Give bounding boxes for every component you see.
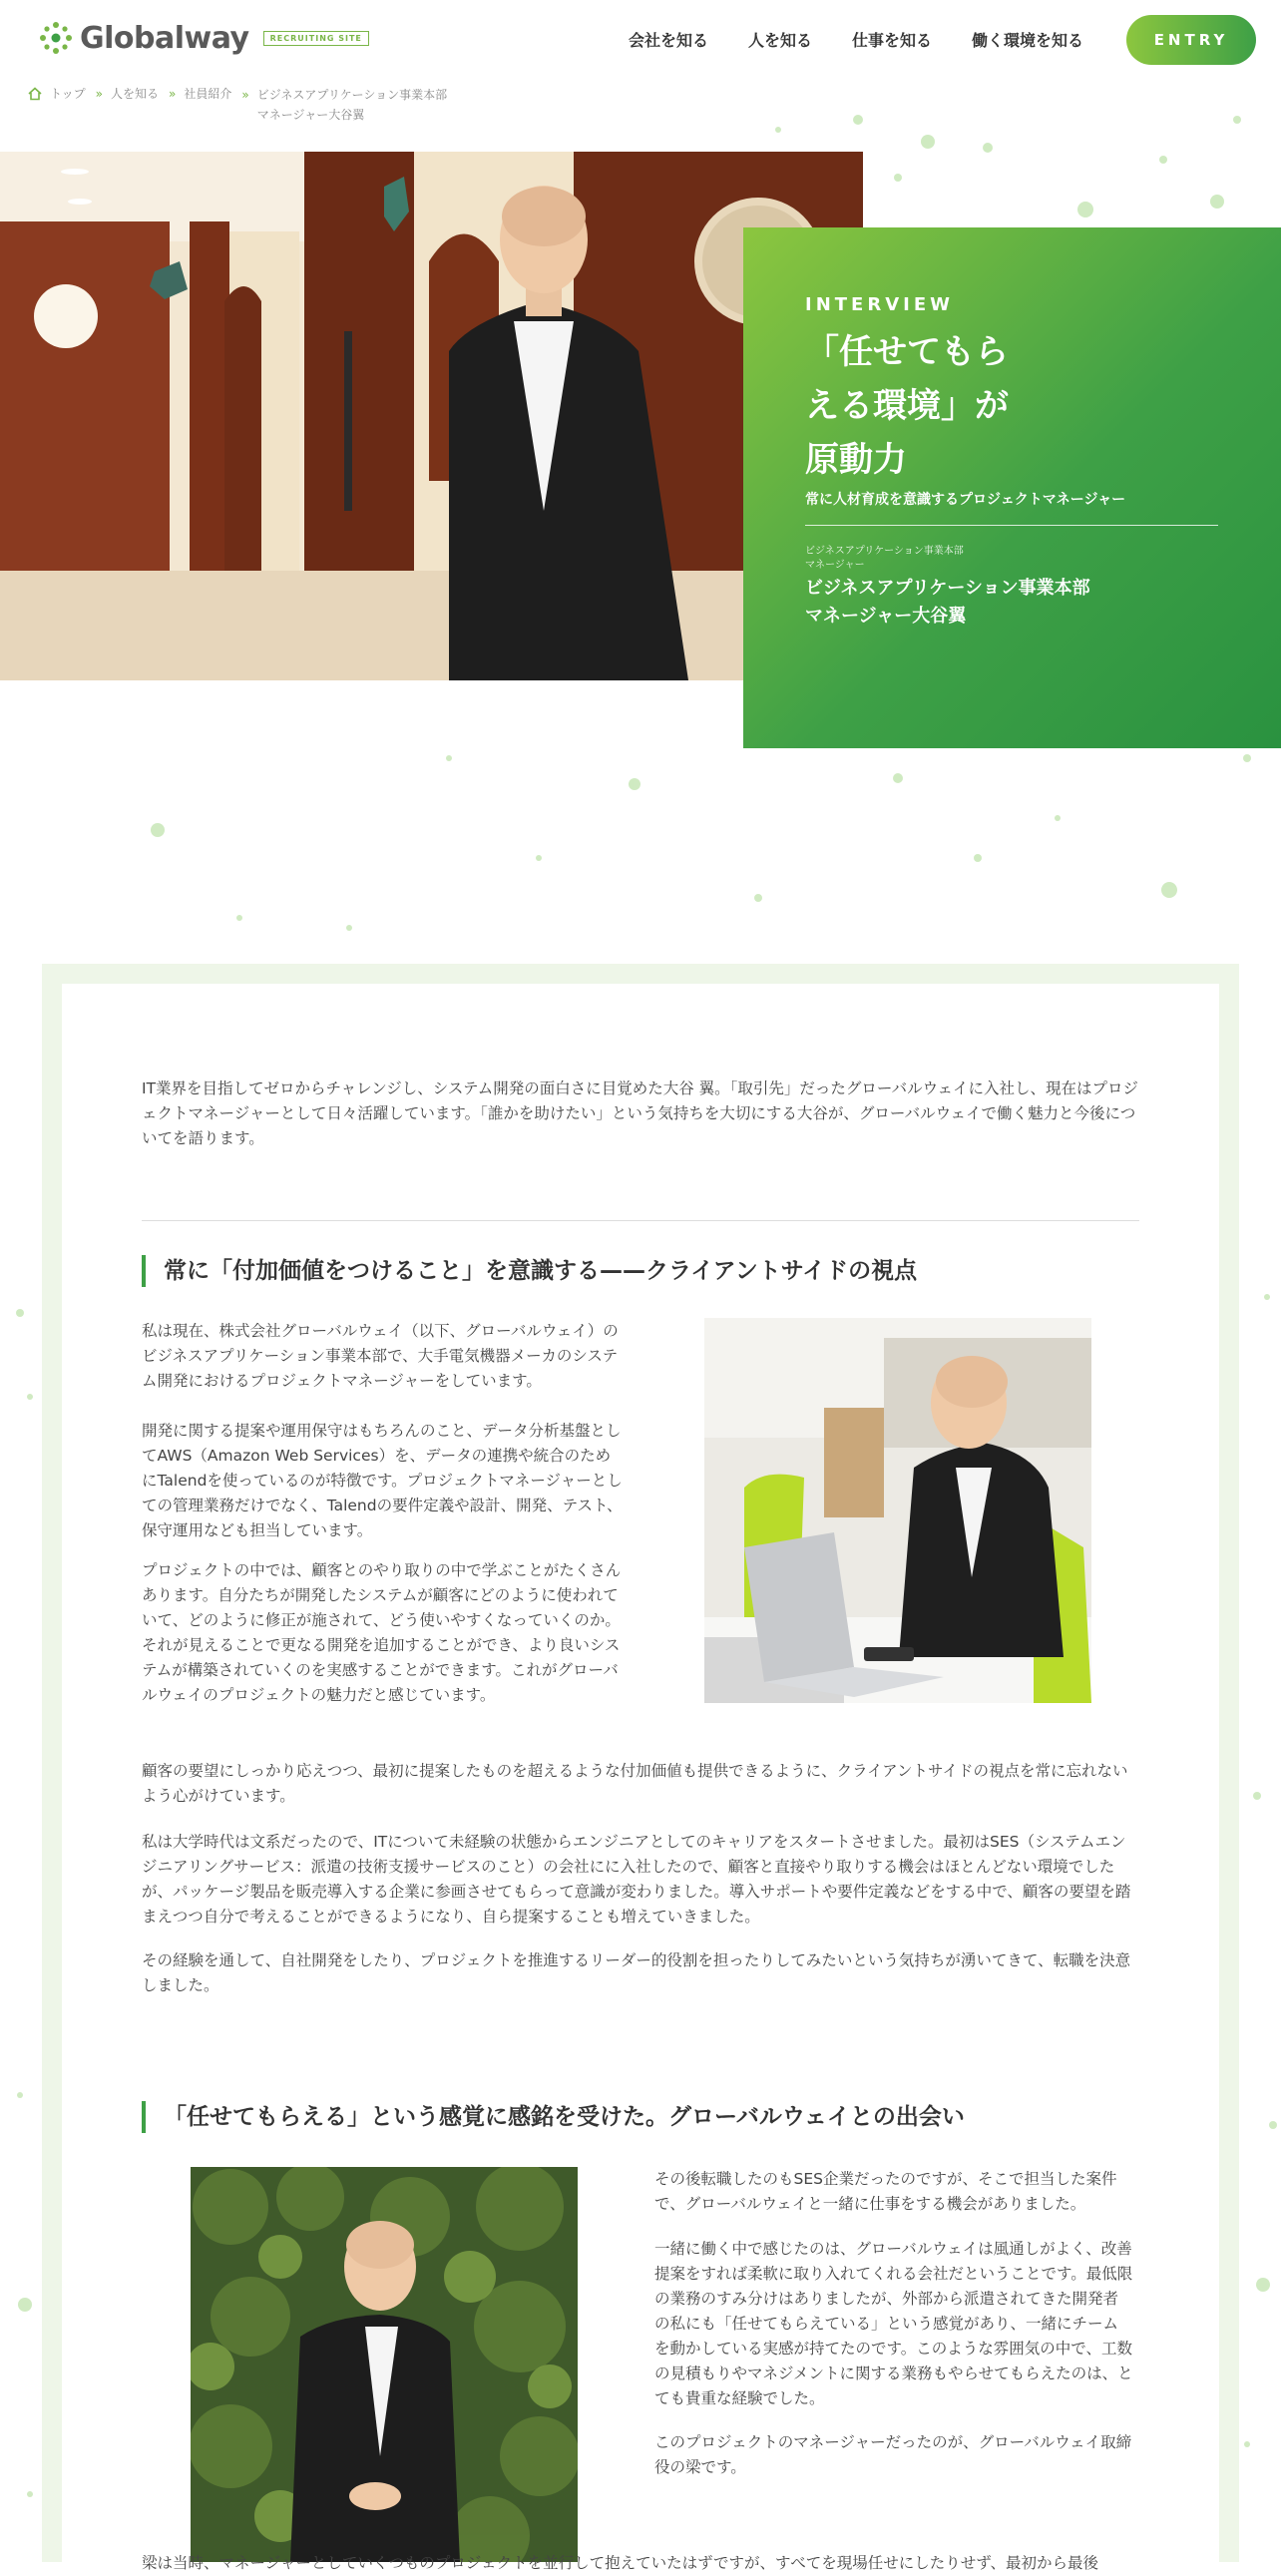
breadcrumb [28, 85, 457, 125]
site-header [0, 0, 1281, 80]
home-icon [28, 87, 42, 101]
section2-paragraph: 梁は当時、マネージャーとしていくつものプロジェクトを並行して抱えていたはずですが、すべてを現場任せにしたりせず、最初から最後 [142, 2554, 1098, 2572]
green-wall-portrait-photo [191, 2167, 578, 2562]
section2-heading: 「任せてもらえる」という感覚に感銘を受けた。グローバルウェイとの出会い [142, 2101, 965, 2133]
breadcrumb-label: トップ [50, 87, 86, 101]
hero-title-line2: える環境」が [805, 386, 1009, 426]
breadcrumb-current-line2: マネージャー大谷翼 [256, 108, 365, 122]
main-nav [629, 28, 1123, 51]
hero-subtitle: 常に人材育成を意識するプロジェクトマネージャー [805, 492, 1126, 508]
hero-title-line3: 原動力 [805, 440, 907, 480]
double-chevron-icon: » [241, 88, 249, 102]
entry-button[interactable]: ENTRY [1126, 15, 1256, 65]
hero-divider [805, 525, 1218, 526]
double-chevron-icon: » [95, 86, 103, 101]
hero-small-line1: ビジネスアプリケーション事業本部 [805, 546, 964, 557]
nav-item-work[interactable]: 仕事を知る [852, 31, 933, 50]
hero-title [805, 325, 1065, 487]
nav-item-company[interactable]: 会社を知る [629, 31, 709, 50]
section2-paragraph: 一緒に働く中で感じたのは、グローバルウェイは風通しがよく、改善提案をすれば柔軟に取り入れてくれる会社だということです。最低限の業務のすみ分けはありましたが、外部から派遣されてきた開発者の私にも「任せてもらえている」という感覚があり、一緒にチームを動かしている実感が持てたのです。このような雰囲気の中で、工数の見積もりやマネジメントに関する業務もやらせてもらえたのは、とても貴重な経験でした。 [654, 2240, 1133, 2407]
section2-paragraph: その後転職したのもSES企業だったのですが、そこで担当した案件で、グローバルウェイと一緒に仕事をする機会がありました。 [654, 2170, 1117, 2213]
section1-paragraph: その経験を通して、自社開発をしたり、プロジェクトを推進するリーダー的役割を担ったりしてみたいという気持ちが湧いてきて、転職を決意しました。 [142, 1951, 1131, 1994]
recruiting-site-badge: RECRUITING SITE [263, 31, 369, 46]
article-intro: IT業界を目指してゼロからチャレンジし、システム開発の面白さに目覚めた大谷 翼。「取引先」だったグローバルウェイに入社し、現在はプロジェクトマネージャーとして日々活躍しています。「誰かを助けたい」という気持ちを大切にする大谷が、グローバルウェイで働く魅力と今後についてを語ります。 [142, 1078, 1139, 1147]
hero-small-role [805, 545, 964, 573]
nav-item-people[interactable]: 人を知る [748, 31, 813, 50]
breadcrumb-staff[interactable] [169, 85, 231, 102]
hero-small-line2: マネージャー [805, 560, 865, 571]
breadcrumb-current-line1: ビジネスアプリケーション事業本部 [256, 88, 448, 102]
hero-name [805, 575, 1090, 631]
site-logo[interactable] [38, 20, 369, 56]
section1-paragraph: 私は現在、株式会社グローバルウェイ（以下、グローバルウェイ）のビジネスアプリケーション事業本部で、大手電気機器メーカのシステム開発におけるプロジェクトマネージャーをしています。 [142, 1322, 619, 1390]
breadcrumb-label: 人を知る [110, 87, 159, 101]
nav-item-environment[interactable]: 働く環境を知る [972, 31, 1084, 50]
hero-name-line2: マネージャー大谷翼 [805, 606, 967, 627]
hero-photo [0, 152, 863, 680]
section1-paragraph: 私は大学時代は文系だったので、ITについて未経験の状態からエンジニアとしてのキャリアをスタートさせました。最初はSES（システムエンジニアリングサービス：派遣の技術支援サービスのこと）の会社にに入社したので、顧客と直接やり取りする機会はほとんどない環境でしたが、パッケージ製品を販売導入する企業に参画させてもらって意識が変わりました。導入サポートや要件定義などをする中で、顧客の要望を踏まえつつ自分で考えることができるようになり、自ら提案することも増えていきました。 [142, 1833, 1131, 1926]
breadcrumb-current [241, 85, 447, 125]
hero-title-line1: 「任せてもら [805, 332, 1009, 372]
breadcrumb-people[interactable] [96, 85, 159, 102]
globalway-logo-icon [38, 20, 74, 56]
double-chevron-icon: » [169, 86, 177, 101]
breadcrumb-label: 社員紹介 [184, 87, 232, 101]
hero-label: INTERVIEW [805, 294, 954, 315]
section1-paragraph: 開発に関する提案や運用保守はもちろんのこと、データ分析基盤としてAWS（Amazon Web Services）を、データの連携や統合のためにTalendを使っているのが特徴です。プロジェクトマネージャーとしての管理業務だけでなく、Talendの要件定義や設計、開発、テスト、保守運用なども担当しています。 [142, 1422, 623, 1539]
section1-heading: 常に「付加価値をつけること」を意識する——クライアントサイドの視点 [142, 1255, 917, 1287]
office-laptop-photo [704, 1318, 1091, 1703]
section-divider [142, 1220, 1139, 1221]
section2-paragraph: このプロジェクトのマネージャーだったのが、グローバルウェイ取締役の梁です。 [654, 2433, 1132, 2476]
section1-paragraph: プロジェクトの中では、顧客とのやり取りの中で学ぶことがたくさんあります。自分たちが開発したシステムが顧客にどのように使われていて、どのように修正が施されて、どう使いやすくなっていくのか。それが見えることで更なる開発を追加することができ、より良いシステムが構築されていくのを実感することができます。これがグローバルウェイのプロジェクトの魅力だと感じています。 [142, 1561, 622, 1704]
breadcrumb-home[interactable] [28, 85, 86, 102]
section1-paragraph: 顧客の要望にしっかり応えつつ、最初に提案したものを超えるような付加価値も提供できるように、クライアントサイドの視点を常に忘れないよう心がけています。 [142, 1762, 1128, 1805]
hero-interview-card [743, 227, 1281, 748]
hero-name-line1: ビジネスアプリケーション事業本部 [805, 578, 1090, 599]
logo-text: Globalway [80, 20, 249, 56]
